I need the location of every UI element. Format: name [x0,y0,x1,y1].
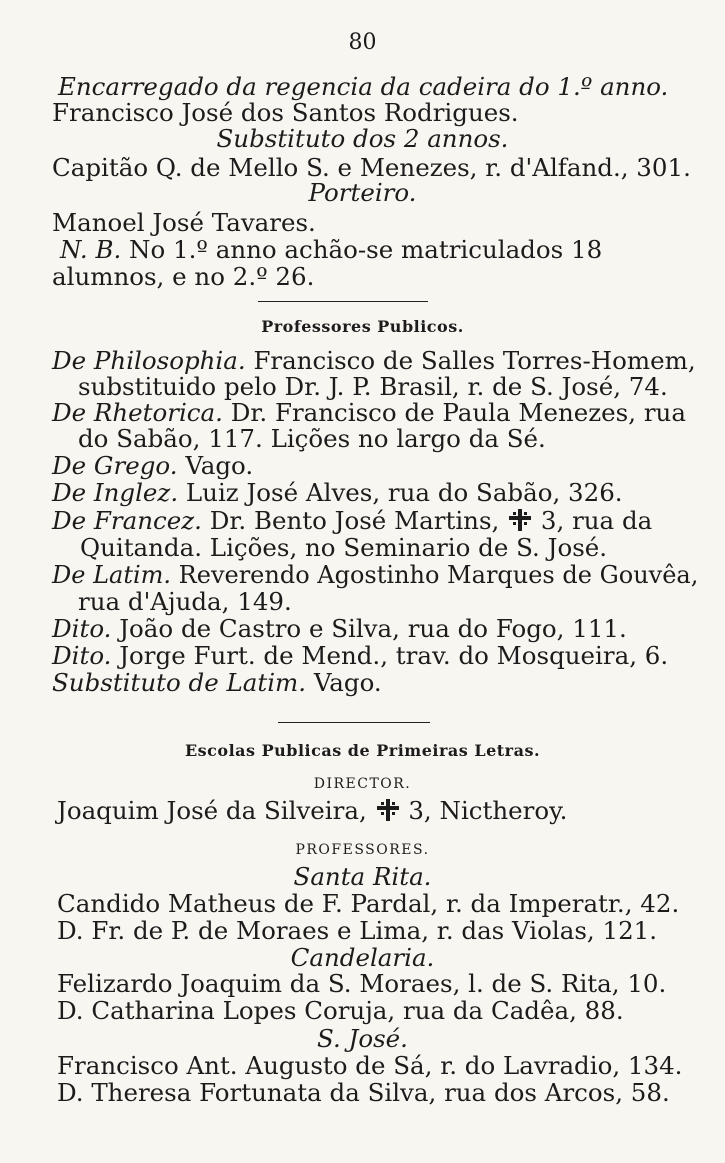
subject-label: De Inglez. [52,478,179,507]
entry-grego [52,451,253,481]
nb-label: N. B. [60,235,122,264]
page-number: 80 [348,30,377,55]
director-label: DIRECTOR. [313,776,412,792]
entry-continuation: Quitanda. Lições, no Seminario de S. José. [80,533,608,562]
entry-continuation: do Sabão, 117. Lições no largo da Sé. [78,424,546,453]
porteiro-name: Manoel José Tavares. [52,208,316,237]
entry-text: Francisco de Salles Torres-Homem, [253,346,696,375]
subject-label: Dito. [52,641,112,670]
subject-label: Dito. [52,614,112,643]
entry-text: Dr. Francisco de Paula Menezes, rua [230,398,686,427]
teacher-line: Candido Matheus de F. Pardal, r. da Imperatr., 42. [57,889,680,918]
entry-latim [52,560,698,590]
escolas-heading: Escolas Publicas de Primeiras Letras. [184,741,541,760]
entry-text: Dr. Bento José Martins, [209,506,500,535]
teacher-line: D. Fr. de P. de Moraes e Lima, r. das Violas, 121. [57,916,658,945]
nb-note [60,235,602,265]
entry-dito-2 [52,641,668,671]
entry-francez [52,506,652,536]
section-divider [258,301,428,302]
entry-continuation: rua d'Ajuda, 149. [78,587,292,616]
subject-label: De Philosophia. [52,346,246,375]
director-place: 3, Nictheroy. [408,796,568,825]
teacher-line: D. Theresa Fortunata da Silva, rua dos Arcos, 58. [57,1078,670,1107]
entry-text: Luiz José Alves, rua do Sabão, 326. [185,478,623,507]
teacher-line: Felizardo Joaquim da S. Moraes, l. de S. Rita, 10. [57,969,667,998]
parish-name: Santa Rita. [293,862,432,891]
subject-label: De Latim. [52,561,172,589]
subject-label: Substituto de Latim. [52,668,307,697]
entry-text: Vago. [313,668,382,697]
professores-label: PROFESSORES. [295,842,430,858]
entry-continuation: substituido pelo Dr. J. P. Brasil, r. de S. José, 74. [78,372,668,401]
entry-text: Jorge Furt. de Mend., trav. do Mosqueira, 6. [119,641,669,670]
encarregado-name: Francisco José dos Santos Rodrigues. [52,98,519,127]
parish-name: Candelaria. [290,943,435,972]
subject-label: De Grego. [52,451,178,480]
order-cross-icon [507,508,533,532]
teacher-line: D. Catharina Lopes Coruja, rua da Cadêa, 88. [57,996,624,1025]
nb-line2: alumnos, e no 2.º 26. [52,262,315,291]
porteiro-heading: Porteiro. [308,178,417,207]
substituto-name: Capitão Q. de Mello S. e Menezes, r. d'Alfand., 301. [52,153,691,182]
section-divider [278,722,430,723]
encarregado-heading: Encarregado da regencia da cadeira do 1.º anno. [58,72,669,101]
entry-inglez [52,478,623,508]
professores-heading: Professores Publicos. [261,317,464,336]
substituto-heading: Substituto dos 2 annos. [216,124,509,153]
teacher-line: Francisco Ant. Augusto de Sá, r. do Lavradio, 134. [57,1051,683,1080]
entry-text: João de Castro e Silva, rua do Fogo, 111. [119,614,627,643]
subject-label: De Francez. [52,506,202,535]
director-name: Joaquim José da Silveira, [57,796,367,825]
nb-line1: No 1.º anno achão-se matriculados 18 [129,235,603,264]
order-cross-icon [375,798,401,822]
entry-text: Reverendo Agostinho Marques de Gouvêa, [178,561,699,589]
entry-text: 3, rua da [540,506,653,535]
director-line [57,796,567,826]
subject-label: De Rhetorica. [52,398,223,427]
entry-dito-1 [52,614,627,644]
entry-substituto-latim [52,668,382,698]
parish-name: S. José. [317,1024,408,1053]
entry-text: Vago. [185,451,254,480]
